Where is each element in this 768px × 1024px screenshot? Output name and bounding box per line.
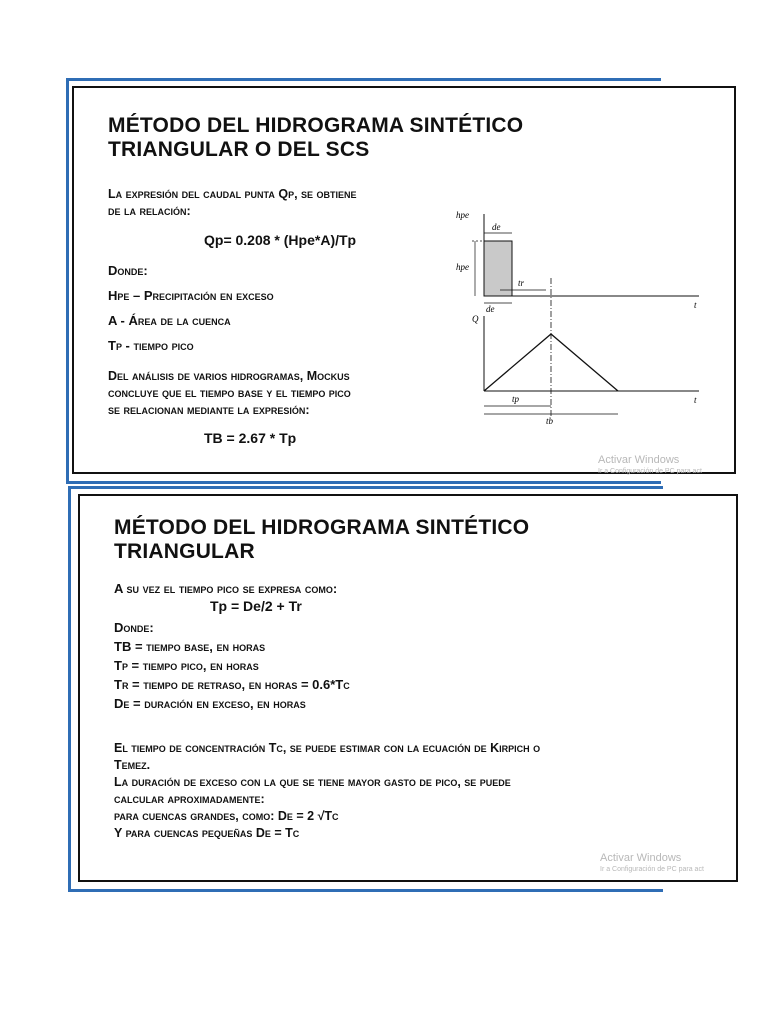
slide1-mockus-line2: concluye que el tiempo base y el tiempo pico xyxy=(108,386,351,400)
slide1-formula-tb: TB = 2.67 * Tp xyxy=(204,430,297,446)
slide1-def-tp: Tp - tiempo pico xyxy=(108,338,194,353)
slide1-intro xyxy=(108,186,357,220)
slide2-dur-line2: calcular aproximadamente: xyxy=(114,792,265,806)
slide2-conc-line1: El tiempo de concentración Tc, se puede estimar con la ecuación de Kirpich o xyxy=(114,741,541,755)
slide2-concentration xyxy=(114,740,540,842)
slide1-donde: Donde: xyxy=(108,263,148,278)
slide2-watermark xyxy=(600,852,704,876)
slide1-frame-top-right xyxy=(66,78,658,81)
label-tp: tp xyxy=(512,394,520,404)
slide2-title-line1: MÉTODO DEL HIDROGRAMA SINTÉTICO xyxy=(114,516,530,539)
slide2-def-tp: Tp = tiempo pico, en horas xyxy=(114,658,259,673)
slide1-mockus-line3: se relacionan mediante la expresión: xyxy=(108,403,310,417)
slide1-watermark xyxy=(598,454,702,478)
slide1-title-line2: TRIANGULAR O DEL SCS xyxy=(108,138,370,161)
slide1-watermark-line1: Activar Windows xyxy=(598,454,680,466)
slide1-title-line1: MÉTODO DEL HIDROGRAMA SINTÉTICO xyxy=(108,114,524,137)
slide1-intro-line1: La expresión del caudal punta Qp, se obtiene xyxy=(108,187,357,201)
slide1-mockus-line1: Del análisis de varios hidrogramas, Mockus xyxy=(108,369,350,383)
label-q: Q xyxy=(472,314,479,324)
slide2-def-tr: Tr = tiempo de retraso, en horas = 0.6*Tc xyxy=(114,677,350,692)
label-hpe-mid: hpe xyxy=(456,262,469,272)
slide2-title xyxy=(114,516,529,564)
label-tb: tb xyxy=(546,416,554,426)
label-hpe-top: hpe xyxy=(456,210,469,220)
slide2-intro: A su vez el tiempo pico se expresa como: xyxy=(114,581,338,596)
slide1-formula-qp: Qp= 0.208 * (Hpe*A)/Tp xyxy=(204,232,357,248)
slide2-donde: Donde: xyxy=(114,620,154,635)
label-de-top: de xyxy=(492,222,501,232)
label-tr: tr xyxy=(518,278,525,288)
slide2-formula-tp: Tp = De/2 + Tr xyxy=(210,598,302,614)
slide1-mockus xyxy=(108,368,351,419)
excess-rain-block xyxy=(484,241,512,296)
label-t-axis2: t xyxy=(694,395,697,405)
label-t-axis1: t xyxy=(694,300,697,310)
slide2-conc-line2: Temez. xyxy=(114,758,151,772)
slide2-def-de: De = duración en exceso, en horas xyxy=(114,696,306,711)
slide1-intro-line2: de la relación: xyxy=(108,204,191,218)
slide1-title xyxy=(108,114,523,162)
slide2-dur-line4: Y para cuencas pequeñas De = Tc xyxy=(114,826,300,840)
hydrograph-diagram xyxy=(454,206,714,431)
slide2-dur-line3: para cuencas grandes, como: De = 2 √Tc xyxy=(114,809,339,823)
slide2 xyxy=(78,494,738,882)
label-de-bottom: de xyxy=(486,304,495,314)
slide2-watermark-line1: Activar Windows xyxy=(600,852,682,864)
slide2-frame-top-right xyxy=(68,486,660,489)
slide2-watermark-line2: Ir a Configuración de PC para act xyxy=(600,866,704,873)
slide2-title-line2: TRIANGULAR xyxy=(114,540,255,563)
slide2-definitions xyxy=(114,618,350,713)
slide1-def-hpe: Hpe – Precipitación en exceso xyxy=(108,288,274,303)
slide1-def-a: A - Área de la cuenca xyxy=(108,313,231,328)
slide2-def-tb: TB = tiempo base, en horas xyxy=(114,639,266,654)
slide2-dur-line1: La duración de exceso con la que se tiene mayor gasto de pico, se puede xyxy=(114,775,511,789)
slide1 xyxy=(72,86,736,474)
slide1-watermark-line2: Ir a Configuración de PC para act xyxy=(598,468,702,475)
slide1-definitions xyxy=(108,258,274,358)
